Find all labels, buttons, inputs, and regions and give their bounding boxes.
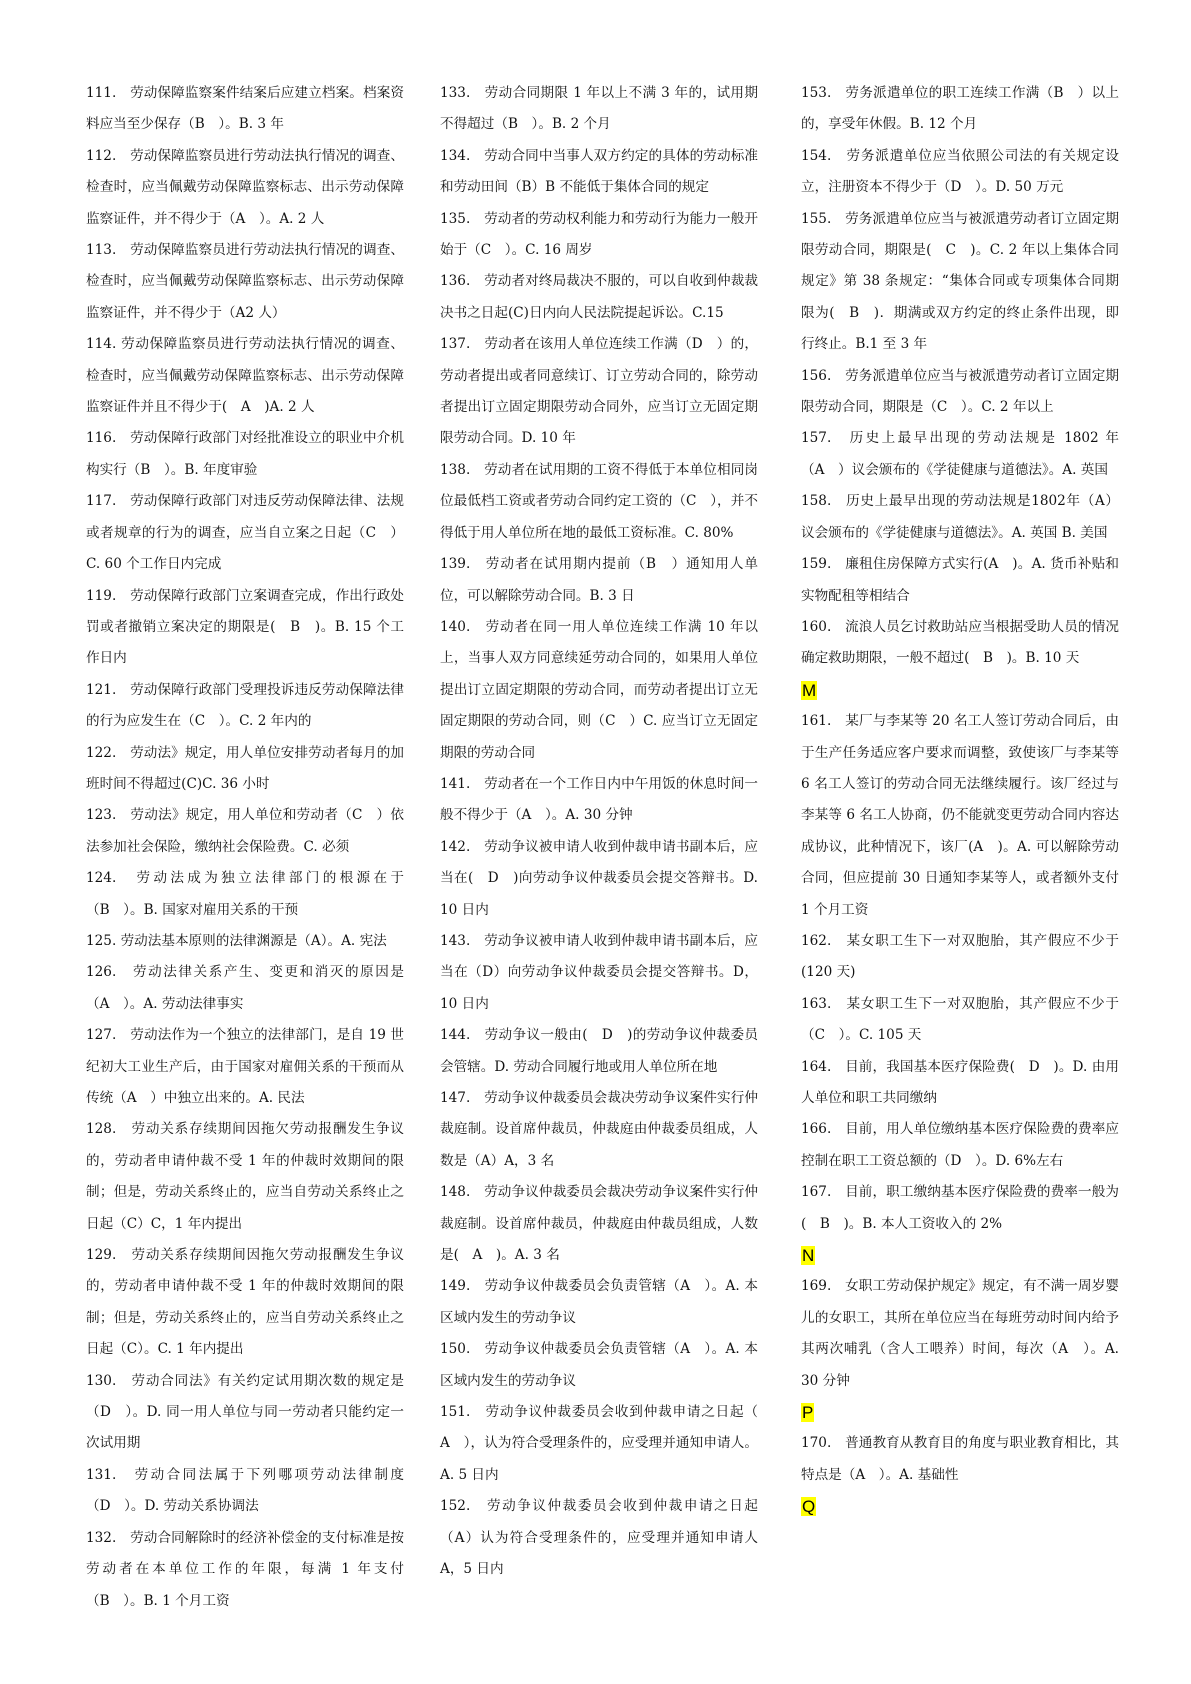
- question-item: 128. 劳动关系存续期间因拖欠劳动报酬发生争议的，劳动者申请仲裁不受 1 年的仲裁时效期间的限制；但是，劳动关系终止的，应当自劳动关系终止之日起（C）C，1 年内提出: [86, 1121, 404, 1232]
- question-item: 163. 某女职工生下一对双胞胎，其产假应不少于（C ）。C. 105 天: [801, 995, 1119, 1044]
- question-item: 170. 普通教育从教育目的角度与职业教育相比，其特点是（A ）。A. 基础性: [801, 1435, 1119, 1483]
- question-item: 133. 劳动合同期限 1 年以上不满 3 年的，试用期不得超过（B ）。B. 2 个月: [440, 85, 758, 133]
- question-item: 135. 劳动者的劳动权利能力和劳动行为能力一般开始于（C ）。C. 16 周岁: [440, 210, 758, 259]
- question-item: 143. 劳动争议被申请人收到仲裁申请书副本后，应当在（D）向劳动争议仲裁委员会提交答辩书。D，10 日内: [440, 932, 758, 1012]
- highlighted-letter: P: [802, 1403, 814, 1423]
- question-item: 138. 劳动者在试用期的工资不得低于本单位相同岗位最低档工资或者劳动合同约定工资的（C ），并不得低于用人单位所在地的最低工资标准。C. 80%: [440, 461, 758, 541]
- column-right: [801, 78, 1119, 1523]
- question-item: 126. 劳动法律关系产生、变更和消灭的原因是（A ）。A. 劳动法律事实: [86, 964, 404, 1012]
- question-item: 154. 劳务派遣单位应当依照公司法的有关规定设立，注册资本不得少于（D ）。D. 50 万元: [801, 147, 1119, 196]
- section-letter-m: [801, 675, 1119, 706]
- question-item: 117. 劳动保障行政部门对违反劳动保障法律、法规或者规章的行为的调查，应当自立案之日起（C ）C. 60 个工作日内完成: [86, 493, 404, 573]
- question-item: 113. 劳动保障监察员进行劳动法执行情况的调查、检查时，应当佩戴劳动保障监察标志、出示劳动保障监察证件，并不得少于（A2 人）: [86, 242, 404, 321]
- question-item: 157. 历史上最早出现的劳动法规是 1802 年（A ）议会颁布的《学徒健康与道德法》。A. 英国: [801, 430, 1119, 478]
- question-item: 136. 劳动者对终局裁决不服的，可以自收到仲裁裁决书之日起(C)日内向人民法院提起诉讼。C.15: [440, 273, 758, 321]
- question-item: 150. 劳动争议仲裁委员会负责管辖（A ）。A. 本区域内发生的劳动争议: [440, 1341, 758, 1389]
- question-item: 125. 劳动法基本原则的法律渊源是（A）。A. 宪法: [86, 932, 387, 949]
- column-middle: [440, 78, 772, 1586]
- question-item: 111. 劳动保障监察案件结案后应建立档案。档案资料应当至少保存（B ）。B. 3 年: [86, 85, 404, 133]
- section-letter-q: [801, 1491, 1119, 1522]
- highlighted-letter: N: [802, 1246, 815, 1266]
- document-page: [86, 78, 1136, 1658]
- question-item: 130. 劳动合同法》有关约定试用期次数的规定是（D ）。D. 同一用人单位与同一劳动者只能约定一次试用期: [86, 1372, 404, 1452]
- question-item: 159. 廉租住房保障方式实行(A )。A. 货币补贴和实物配租等相结合: [801, 556, 1119, 604]
- question-item: 147. 劳动争议仲裁委员会裁决劳动争议案件实行仲裁庭制。设首席仲裁员，仲裁庭由仲裁委员组成，人数是（A）A，3 名: [440, 1090, 758, 1169]
- question-item: 144. 劳动争议一般由( D )的劳动争议仲裁委员会管辖。D. 劳动合同履行地或用人单位所在地: [440, 1027, 758, 1075]
- question-item: 123. 劳动法》规定，用人单位和劳动者（C ）依法参加社会保险，缴纳社会保险费。C. 必须: [86, 807, 404, 855]
- question-item: 167. 目前，职工缴纳基本医疗保险费的费率一般为( B )。B. 本人工资收入的 2%: [801, 1184, 1119, 1232]
- question-item: 142. 劳动争议被申请人收到仲裁申请书副本后，应当在( D )向劳动争议仲裁委员会提交答辩书。D. 10 日内: [440, 838, 758, 918]
- question-item: 164. 目前，我国基本医疗保险费( D )。D. 由用人单位和职工共同缴纳: [801, 1058, 1119, 1106]
- question-item: 169. 女职工劳动保护规定》规定，有不满一周岁婴儿的女职工，其所在单位应当在每班劳动时间内给予其两次哺乳（含人工喂养）时间，每次（A ）。A. 30 分钟: [801, 1278, 1119, 1389]
- section-letter-n: [801, 1240, 1119, 1271]
- question-item: 155. 劳务派遣单位应当与被派遣劳动者订立固定期限劳动合同，期限是( C )。C. 2 年以上集体合同规定》第 38 条规定：“集体合同或专项集体合同期限为( B )．期满或双方约定的终止条件出现，即行终止。B.1 至 3 年: [801, 210, 1119, 353]
- question-item: 129. 劳动关系存续期间因拖欠劳动报酬发生争议的，劳动者申请仲裁不受 1 年的仲裁时效期间的限制；但是，劳动关系终止的，应当自劳动关系终止之日起（C）。C. 1 年内提出: [86, 1247, 404, 1358]
- question-item: 137. 劳动者在该用人单位连续工作满（D ）的，劳动者提出或者同意续订、订立劳动合同的，除劳动者提出订立固定期限劳动合同外，应当订立无固定期限劳动合同。D. 10 年: [440, 336, 758, 447]
- question-item: 153. 劳务派遣单位的职工连续工作满（B ）以上的，享受年休假。B. 12 个月: [801, 85, 1119, 133]
- question-item: 114. 劳动保障监察员进行劳动法执行情况的调查、检查时，应当佩戴劳动保障监察标志、出示劳动保障监察证件并且不得少于( A )A. 2 人: [86, 336, 404, 416]
- question-item: 112. 劳动保障监察员进行劳动法执行情况的调查、检查时，应当佩戴劳动保障监察标志、出示劳动保障监察证件，并不得少于（A ）。A. 2 人: [86, 147, 404, 227]
- question-item: 124. 劳动法成为独立法律部门的根源在于（B ）。B. 国家对雇用关系的干预: [86, 870, 404, 918]
- question-item: 141. 劳动者在一个工作日内中午用饭的休息时间一般不得少于（A ）。A. 30 分钟: [440, 775, 758, 824]
- question-item: 148. 劳动争议仲裁委员会裁决劳动争议案件实行仲裁庭制。设首席仲裁员，仲裁庭由仲裁员组成，人数是( A )。A. 3 名: [440, 1184, 758, 1264]
- question-item: 132. 劳动合同解除时的经济补偿金的支付标准是按劳动者在本单位工作的年限，每满 1 年支付（B ）。B. 1 个月工资: [86, 1529, 404, 1609]
- question-item: 156. 劳务派遣单位应当与被派遣劳动者订立固定期限劳动合同，期限是（C ）。C. 2 年以上: [801, 367, 1119, 416]
- highlighted-letter: M: [802, 680, 817, 700]
- question-item: 160. 流浪人员乞讨救助站应当根据受助人员的情况确定救助期限，一般不超过( B )。B. 10 天: [801, 618, 1119, 667]
- question-item: 122. 劳动法》规定，用人单位安排劳动者每月的加班时间不得超过(C)C. 36 小时: [86, 744, 404, 792]
- question-item: 158. 历史上最早出现的劳动法规是1802年（A）议会颁布的《学徒健康与道德法》。A. 英国 B. 美国: [801, 493, 1119, 541]
- question-item: 121. 劳动保障行政部门受理投诉违反劳动保障法律的行为应发生在（C ）。C. 2 年内的: [86, 681, 404, 730]
- question-item: 134. 劳动合同中当事人双方约定的具体的劳动标准和劳动田间（B）B 不能低于集体合同的规定: [440, 147, 758, 196]
- question-item: 140. 劳动者在同一用人单位连续工作满 10 年以上，当事人双方同意续延劳动合同的，如果用人单位提出订立固定期限的劳动合同，而劳动者提出订立无固定期限的劳动合同，则（C ）C. 应当订立无固定期限的劳动合同: [440, 618, 758, 761]
- question-item: 166. 目前，用人单位缴纳基本医疗保险费的费率应控制在职工工资总额的（D ）。D. 6%左右: [801, 1121, 1119, 1169]
- question-item: 152. 劳动争议仲裁委员会收到仲裁申请之日起（A）认为符合受理条件的，应受理并通知申请人 A，5 日内: [440, 1498, 758, 1578]
- section-letter-p: [801, 1397, 1119, 1428]
- column-left: [86, 78, 404, 1617]
- question-item: 116. 劳动保障行政部门对经批准设立的职业中介机构实行（B ）。B. 年度审验: [86, 430, 404, 478]
- highlighted-letter: Q: [802, 1497, 816, 1517]
- question-item: 127. 劳动法作为一个独立的法律部门，是自 19 世纪初大工业生产后，由于国家对雇佣关系的干预而从传统（A ）中独立出来的。A. 民法: [86, 1027, 404, 1106]
- question-item: 162. 某女职工生下一对双胞胎，其产假应不少于(120 天): [801, 932, 1119, 981]
- question-item: 119. 劳动保障行政部门立案调查完成，作出行政处罚或者撤销立案决定的期限是( B )。B. 15 个工作日内: [86, 587, 404, 667]
- question-item: 149. 劳动争议仲裁委员会负责管辖（A ）。A. 本区域内发生的劳动争议: [440, 1278, 758, 1326]
- question-item: 139. 劳动者在试用期内提前（B ）通知用人单位，可以解除劳动合同。B. 3 日: [440, 556, 758, 604]
- question-item: 131. 劳动合同法属于下列哪项劳动法律制度（D ）。D. 劳动关系协调法: [86, 1466, 404, 1515]
- question-item: 151. 劳动争议仲裁委员会收到仲裁申请之日起（ A ），认为符合受理条件的，应受理并通知申请人。A. 5 日内: [440, 1404, 772, 1483]
- question-item: 161. 某厂与李某等 20 名工人签订劳动合同后，由于生产任务适应客户要求而调整，致使该厂与李某等 6 名工人签订的劳动合同无法继续履行。该厂经过与李某等 6 名工人协商，仍不能就变更劳动合同内容达成协议，此种情况下，该厂(A )。A. 可以解除劳动合同，但应提前 30 日通知李某等人，或者额外支付 1 个月工资: [801, 713, 1119, 918]
